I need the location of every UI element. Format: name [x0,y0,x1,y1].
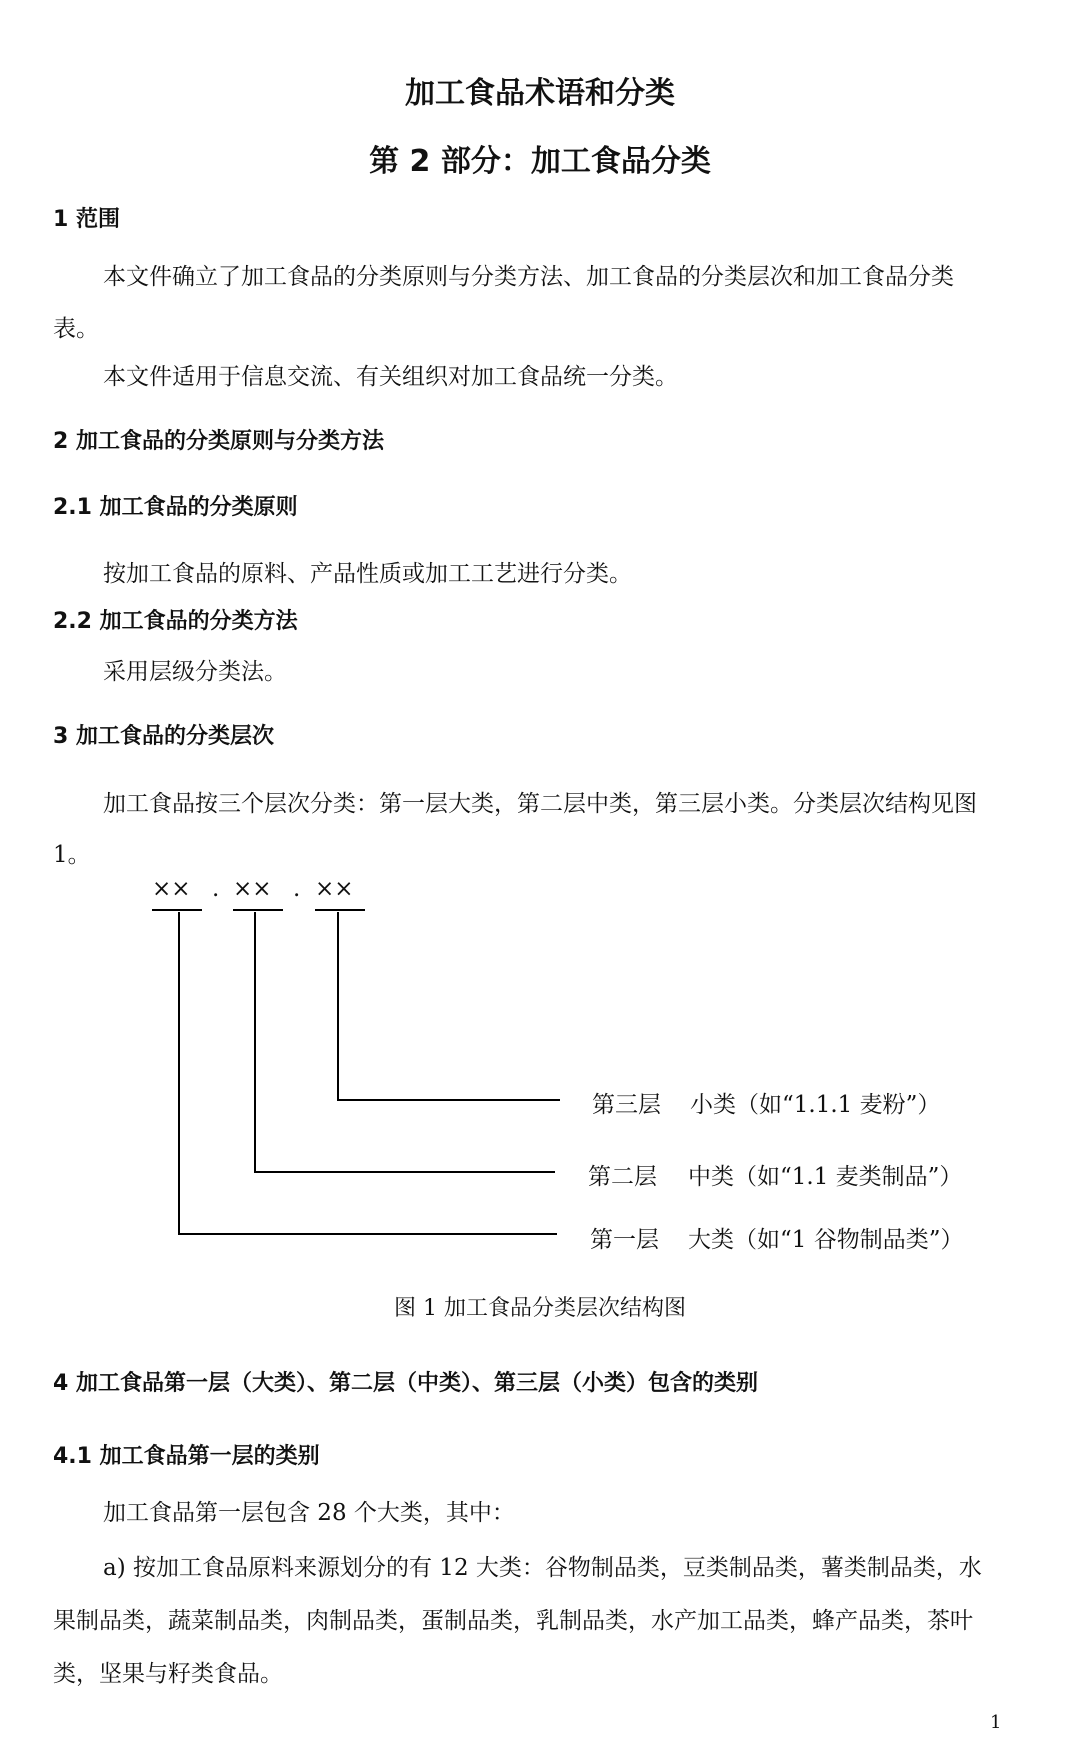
level-3-desc: 小类（如“1.1.1 麦粉”） [690,1092,941,1118]
section-1-heading: 1 范围 [53,207,120,232]
section-2-2-para: 采用层级分类法。 [103,659,287,685]
level-1-desc: 大类（如“1 谷物制品类”） [688,1227,964,1253]
page-number: 1 [990,1712,1002,1733]
code-dot-2: . [293,876,301,902]
level-3-name: 第三层 [592,1092,661,1118]
section-2-1-heading: 2.1 加工食品的分类原则 [53,495,298,520]
document-subtitle: 第 2 部分：加工食品分类 [369,144,711,179]
code-level-3: ×× [315,876,354,902]
section-4-heading: 4 加工食品第一层（大类）、第二层（中类）、第三层（小类）包含的类别 [53,1371,758,1396]
section-2-heading: 2 加工食品的分类原则与分类方法 [53,429,384,454]
code-dot-1: . [212,876,220,902]
code-level-1: ×× [152,876,191,902]
document-title: 加工食品术语和分类 [405,76,675,111]
section-3-para-line-2: 1。 [53,842,91,868]
connector-level-3 [338,912,560,1100]
section-4-1-para-1: 加工食品第一层包含 28 个大类，其中： [103,1500,515,1526]
section-4-1-para-2-line-2: 果制品类，蔬菜制品类，肉制品类，蛋制品类，乳制品类，水产加工品类，蜂产品类，茶叶 [53,1608,973,1634]
section-1-para-1-line-1: 本文件确立了加工食品的分类原则与分类方法、加工食品的分类层次和加工食品分类 [103,264,954,290]
section-4-1-para-2-line-1: a) 按加工食品原料来源划分的有 12 大类：谷物制品类，豆类制品类，薯类制品类，水 [103,1555,982,1581]
section-2-2-heading: 2.2 加工食品的分类方法 [53,609,298,634]
section-2-1-para: 按加工食品的原料、产品性质或加工工艺进行分类。 [103,561,632,587]
section-4-1-para-2-line-3: 类，坚果与籽类食品。 [53,1661,283,1687]
section-1-para-2: 本文件适用于信息交流、有关组织对加工食品统一分类。 [103,364,678,390]
figure-caption: 图 1 加工食品分类层次结构图 [394,1296,686,1321]
section-4-1-heading: 4.1 加工食品第一层的类别 [53,1444,320,1469]
connector-level-1 [179,912,557,1234]
section-1-para-1-line-2: 表。 [53,316,99,342]
level-1-name: 第一层 [590,1227,659,1253]
section-3-para-line-1: 加工食品按三个层次分类：第一层大类，第二层中类，第三层小类。分类层次结构见图 [103,791,977,817]
connector-level-2 [255,912,555,1172]
code-level-2: ×× [233,876,272,902]
level-2-name: 第二层 [588,1164,657,1190]
level-2-desc: 中类（如“1.1 麦类制品”） [688,1164,963,1190]
section-3-heading: 3 加工食品的分类层次 [53,724,274,749]
